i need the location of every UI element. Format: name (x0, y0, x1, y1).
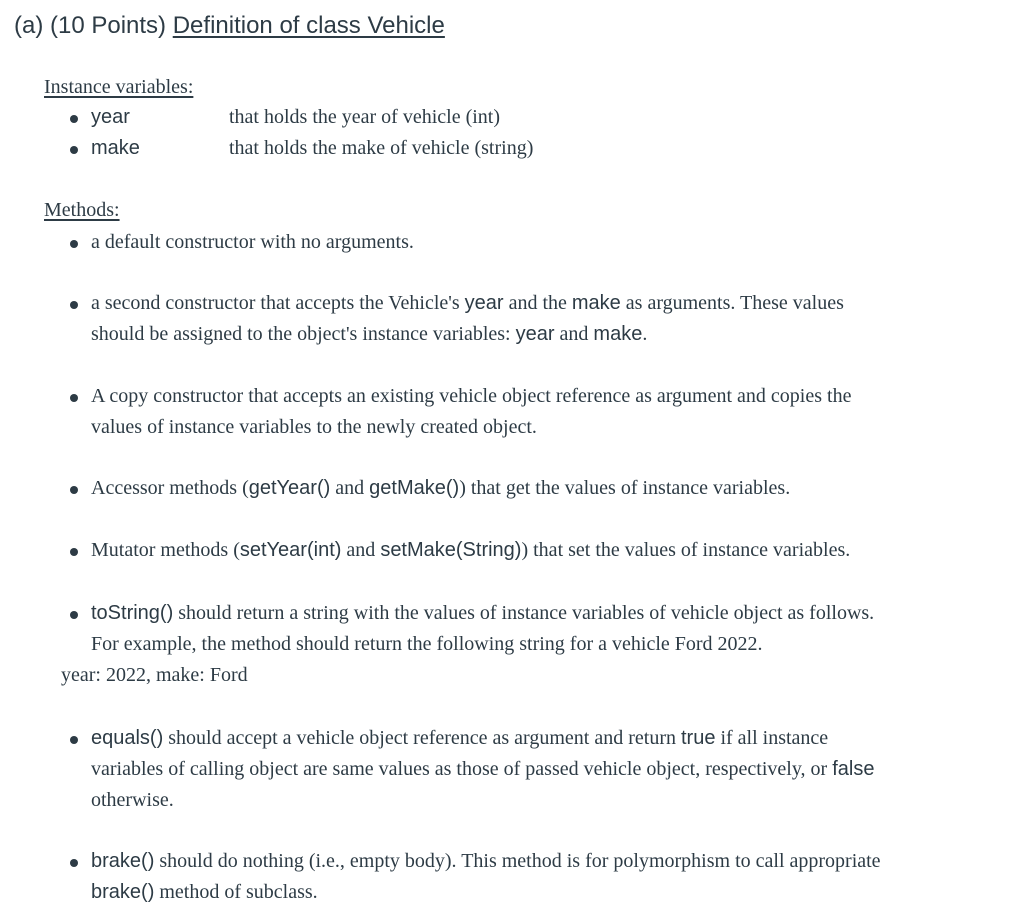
bullet-icon (70, 736, 78, 744)
bullet-icon (70, 394, 78, 402)
variable-description: that holds the make of vehicle (string) (229, 137, 534, 159)
method-text-line-3: otherwise. (91, 789, 174, 811)
code-setmake: setMake(String) (380, 539, 522, 561)
method-text-line-1: A copy constructor that accepts an existing vehicle object reference as argument and copies the (91, 385, 852, 407)
bullet-icon (70, 240, 78, 248)
instance-variables-label: Instance variables: (44, 76, 194, 98)
method-text: a default constructor with no arguments. (91, 231, 414, 253)
method-text-line-1: toString() should return a string with the values of instance variables of vehicle object as follows. (91, 602, 875, 624)
bullet-icon (70, 115, 78, 123)
method-text: Accessor methods (getYear() and getMake()) that get the values of instance variables. (91, 477, 791, 499)
code-getmake: getMake() (369, 477, 460, 499)
code-equals: equals() (91, 727, 164, 749)
code-false: false (832, 758, 875, 780)
variable-description: that holds the year of vehicle (int) (229, 106, 501, 128)
bullet-icon (70, 611, 78, 619)
code-brake: brake() (91, 850, 155, 872)
tostring-example-output: year: 2022, make: Ford (61, 664, 248, 686)
variable-item-make (66, 137, 966, 163)
bullet-icon (70, 548, 78, 556)
bullet-icon (70, 301, 78, 309)
method-text-line-2: values of instance variables to the newly created object. (91, 416, 537, 438)
method-text: Mutator methods (setYear(int) and setMake(String)) that set the values of instance variables. (91, 539, 851, 561)
code-year: year (464, 292, 504, 314)
question-title: Definition of class Vehicle (172, 12, 445, 39)
bullet-icon (70, 146, 78, 154)
variable-name: year (91, 106, 130, 128)
variable-name: make (91, 137, 140, 159)
code-year: year (515, 323, 555, 345)
method-text-line-2: brake() method of subclass. (91, 881, 318, 903)
bullet-icon (70, 859, 78, 867)
code-getyear: getYear() (248, 477, 331, 499)
question-heading (14, 12, 445, 40)
method-text-line-2: variables of calling object are same values as those of passed vehicle object, respectively, or false (91, 758, 875, 780)
variable-item-year (66, 106, 966, 132)
method-text-line-2: For example, the method should return the following string for a vehicle Ford 2022. (91, 633, 763, 655)
code-make: make (571, 292, 621, 314)
method-text-line-1: brake() should do nothing (i.e., empty body). This method is for polymorphism to call appropriate (91, 850, 881, 872)
code-true: true (680, 727, 716, 749)
code-brake: brake() (91, 881, 155, 903)
question-prefix: (a) (10 Points) (14, 12, 173, 39)
bullet-icon (70, 486, 78, 494)
methods-label: Methods: (44, 199, 120, 221)
code-make: make (593, 323, 643, 345)
method-text-line-1: a second constructor that accepts the Vehicle's year and the make as arguments. These values (91, 292, 844, 314)
code-tostring: toString() (91, 602, 174, 624)
code-setyear: setYear(int) (239, 539, 342, 561)
method-text-line-1: equals() should accept a vehicle object reference as argument and return true if all instance (91, 727, 829, 749)
method-text-line-2: should be assigned to the object's instance variables: year and make. (91, 323, 648, 345)
